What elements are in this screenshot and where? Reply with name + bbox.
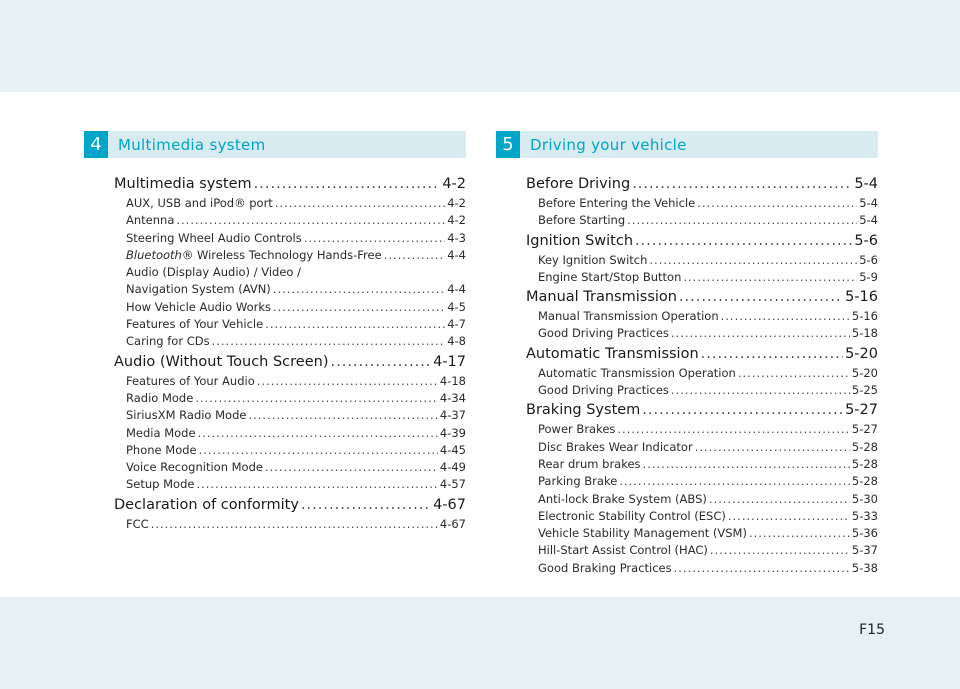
toc-entry[interactable]: [526, 365, 878, 382]
top-band: [0, 0, 960, 92]
toc-entry-page: 5-38: [851, 560, 878, 575]
toc-leader: [617, 421, 849, 438]
toc-entry[interactable]: [114, 230, 466, 247]
toc-entry-label: Automatic Transmission: [526, 345, 699, 362]
toc-leader: [301, 494, 431, 516]
section-4-number: 4: [84, 131, 108, 158]
section-5-toc: [496, 173, 878, 577]
toc-leader: [649, 252, 857, 269]
toc-leader: [671, 325, 850, 342]
toc-entry-page: 5-16: [851, 309, 878, 324]
toc-leader: [721, 308, 850, 325]
toc-entry-page: 5-20: [851, 365, 878, 380]
toc-entry[interactable]: [526, 212, 878, 229]
toc-entry-page: 4-49: [439, 460, 466, 475]
toc-entry-label: Engine Start/Stop Button: [538, 269, 682, 284]
section-5-header: [496, 131, 878, 158]
toc-entry-page: 4-37: [439, 408, 466, 423]
toc-entry-label: Before Driving: [526, 176, 631, 192]
toc-leader: [697, 195, 857, 212]
toc-entry[interactable]: [526, 343, 878, 365]
toc-leader: [695, 439, 850, 456]
toc-entry-label: Before Starting: [538, 213, 626, 228]
toc-leader: [709, 491, 850, 508]
toc-entry-label: Audio (Without Touch Screen): [114, 353, 329, 370]
toc-leader: [749, 525, 850, 542]
toc-leader: [176, 212, 445, 229]
toc-entry-page: 5-25: [851, 383, 878, 398]
toc-entry-label: Navigation System (AVN): [126, 282, 271, 297]
toc-entry[interactable]: [114, 264, 466, 281]
toc-entry-label: Multimedia system: [114, 176, 252, 192]
section-4-title: Multimedia system: [118, 135, 266, 154]
toc-entry-label: FCC: [126, 516, 149, 531]
toc-leader: [635, 230, 852, 252]
toc-leader: [671, 382, 850, 399]
toc-leader: [265, 316, 445, 333]
toc-entry-label: Vehicle Stability Management (VSM): [538, 526, 747, 541]
toc-entry[interactable]: [526, 173, 878, 195]
toc-entry[interactable]: [526, 382, 878, 399]
toc-entry-page: 4-7: [447, 317, 466, 332]
toc-entry[interactable]: [114, 373, 466, 390]
toc-leader: [632, 173, 852, 195]
toc-entry-label: Antenna: [126, 213, 175, 228]
toc-entry-page: 5-28: [851, 439, 878, 454]
toc-entry[interactable]: [114, 351, 466, 373]
toc-entry-page: 5-33: [851, 508, 878, 523]
toc-entry-label: Caring for CDs: [126, 334, 210, 349]
toc-leader: [738, 365, 850, 382]
toc-entry-page: 5-28: [851, 456, 878, 471]
toc-leader: [674, 560, 850, 577]
toc-entry-page: 5-4: [859, 196, 878, 210]
toc-entry[interactable]: [526, 308, 878, 325]
section-5-title: Driving your vehicle: [530, 135, 687, 154]
toc-entry-page: 5-20: [845, 345, 878, 362]
toc-leader: [198, 425, 438, 442]
toc-entry-page: 4-8: [447, 334, 466, 349]
toc-entry[interactable]: [114, 442, 466, 459]
toc-entry[interactable]: [526, 195, 878, 212]
toc-entry[interactable]: [526, 286, 878, 308]
toc-entry-page: 4-34: [439, 390, 466, 405]
toc-entry-label: Before Entering the Vehicle: [538, 196, 696, 210]
section-4-toc: [84, 173, 466, 533]
toc-entry[interactable]: [526, 473, 878, 490]
toc-entry-label: SiriusXM Radio Mode: [126, 408, 247, 423]
toc-leader: [248, 407, 437, 424]
toc-entry-page: 5-36: [851, 526, 878, 541]
toc-entry-page: 4-2: [447, 213, 466, 228]
toc-leader: [627, 212, 857, 229]
toc-entry[interactable]: [526, 269, 878, 286]
toc-entry-label: Braking System: [526, 402, 641, 419]
toc-entry-page: 4-67: [433, 496, 466, 513]
toc-leader: [265, 459, 438, 476]
toc-entry[interactable]: [526, 525, 878, 542]
toc-entry[interactable]: [526, 542, 878, 559]
section-4-header: [84, 131, 466, 158]
toc-leader: [273, 281, 445, 298]
toc-entry-label: Media Mode: [126, 425, 196, 440]
toc-entry-label: Manual Transmission Operation: [538, 309, 719, 324]
toc-entry[interactable]: [114, 247, 466, 264]
toc-entry-page: 4-2: [442, 176, 466, 192]
toc-entry[interactable]: [114, 173, 466, 195]
toc-entry[interactable]: [114, 281, 466, 298]
toc-entry-page: 4-3: [447, 230, 466, 245]
toc-entry-page: 5-4: [854, 176, 878, 192]
toc-entry-page: 5-9: [859, 269, 878, 284]
toc-entry-page: 4-2: [447, 196, 466, 210]
toc-leader: [196, 476, 437, 493]
toc-leader: [331, 351, 432, 373]
toc-leader: [710, 542, 850, 559]
toc-entry-label: Features of Your Vehicle: [126, 317, 264, 332]
toc-entry-label: Key Ignition Switch: [538, 252, 648, 267]
toc-entry[interactable]: [526, 252, 878, 269]
toc-entry-label: [126, 247, 382, 264]
toc-entry-page: 4-4: [447, 282, 466, 297]
toc-leader: [384, 247, 446, 264]
toc-leader: [304, 230, 446, 247]
toc-entry-label: How Vehicle Audio Works: [126, 299, 271, 314]
toc-entry[interactable]: [114, 476, 466, 493]
toc-entry-label: Good Braking Practices: [538, 560, 672, 575]
toc-leader: [273, 299, 445, 316]
toc-entry[interactable]: [526, 491, 878, 508]
toc-entry[interactable]: [114, 299, 466, 316]
toc-entry-page: 5-37: [851, 543, 878, 558]
toc-entry[interactable]: [114, 407, 466, 424]
toc-entry[interactable]: [114, 390, 466, 407]
toc-entry-page: 4-4: [447, 247, 466, 262]
toc-entry-page: 4-17: [433, 353, 466, 370]
toc-entry-page: 4-67: [439, 516, 466, 531]
toc-entry-label: Hill-Start Assist Control (HAC): [538, 543, 708, 558]
toc-entry-page: 5-27: [845, 402, 878, 419]
toc-entry-page: 5-6: [854, 232, 878, 249]
toc-entry[interactable]: [114, 425, 466, 442]
toc-leader: [701, 343, 843, 365]
bottom-band: [0, 597, 960, 689]
toc-leader: [619, 473, 850, 490]
toc-entry[interactable]: [114, 195, 466, 212]
section-4-column: [84, 131, 466, 533]
toc-entry-page: 5-4: [859, 213, 878, 228]
toc-entry-label: Features of Your Audio: [126, 373, 255, 388]
toc-entry[interactable]: [114, 316, 466, 333]
toc-entry-page: 5-30: [851, 491, 878, 506]
toc-entry-page: 5-27: [851, 422, 878, 437]
toc-leader: [257, 373, 438, 390]
toc-entry-label: Phone Mode: [126, 442, 197, 457]
toc-entry-label: Anti-lock Brake System (ABS): [538, 491, 707, 506]
toc-entry[interactable]: [114, 212, 466, 229]
toc-entry-label: AUX, USB and iPod® port: [126, 196, 273, 210]
page-number: F15: [859, 622, 885, 638]
toc-leader: [275, 195, 445, 212]
toc-entry-label: Electronic Stability Control (ESC): [538, 508, 726, 523]
section-5-column: [496, 131, 878, 577]
toc-entry[interactable]: [526, 230, 878, 252]
toc-entry-label: Automatic Transmission Operation: [538, 365, 736, 380]
toc-leader: [254, 173, 441, 195]
toc-entry-page: 4-45: [439, 442, 466, 457]
toc-entry-page: 5-18: [851, 326, 878, 341]
toc-entry-label: Radio Mode: [126, 390, 194, 405]
toc-entry-label: Setup Mode: [126, 477, 195, 492]
toc-entry[interactable]: [526, 325, 878, 342]
toc-entry-page: 4-39: [439, 425, 466, 440]
toc-leader: [199, 442, 438, 459]
toc-leader: [195, 390, 438, 407]
toc-entry[interactable]: [526, 508, 878, 525]
toc-entry-page: 4-57: [439, 477, 466, 492]
toc-leader: [642, 399, 843, 421]
toc-leader: [683, 269, 857, 286]
toc-entry[interactable]: [114, 494, 466, 516]
toc-entry[interactable]: [526, 560, 878, 577]
toc-entry-label: Steering Wheel Audio Controls: [126, 230, 302, 245]
toc-entry-label: Rear drum brakes: [538, 456, 641, 471]
section-5-number: 5: [496, 131, 520, 158]
toc-entry-label: Parking Brake: [538, 474, 618, 489]
bluetooth-brand-text: Bluetooth®: [126, 247, 194, 262]
toc-entry[interactable]: [526, 421, 878, 438]
toc-entry-label: Declaration of conformity: [114, 496, 299, 513]
toc-entry[interactable]: [114, 516, 466, 533]
toc-entry-page: 4-18: [439, 373, 466, 388]
toc-leader: [679, 286, 843, 308]
toc-entry-page: 5-16: [845, 289, 878, 306]
toc-leader: [151, 516, 438, 533]
toc-entry[interactable]: [526, 399, 878, 421]
toc-entry-page: 5-6: [859, 252, 878, 267]
toc-leader: [728, 508, 850, 525]
toc-entry-page: 5-28: [851, 474, 878, 489]
toc-entry-label: Power Brakes: [538, 422, 616, 437]
toc-entry-page: 4-5: [447, 299, 466, 314]
toc-entry-label: Good Driving Practices: [538, 326, 669, 341]
toc-leader: [212, 333, 446, 350]
toc-entry-label: Voice Recognition Mode: [126, 460, 263, 475]
toc-entry-label-rest: Wireless Technology Hands-Free: [193, 247, 382, 262]
toc-entry[interactable]: [526, 456, 878, 473]
toc-leader: [643, 456, 850, 473]
toc-entry-label: Good Driving Practices: [538, 383, 669, 398]
toc-entry-label: Disc Brakes Wear Indicator: [538, 439, 693, 454]
toc-entry-label: Ignition Switch: [526, 232, 634, 249]
toc-entry[interactable]: [114, 333, 466, 350]
toc-entry[interactable]: [526, 439, 878, 456]
toc-entry[interactable]: [114, 459, 466, 476]
toc-entry-label: Manual Transmission: [526, 289, 677, 306]
toc-entry-label: Audio (Display Audio) / Video /: [126, 265, 301, 280]
